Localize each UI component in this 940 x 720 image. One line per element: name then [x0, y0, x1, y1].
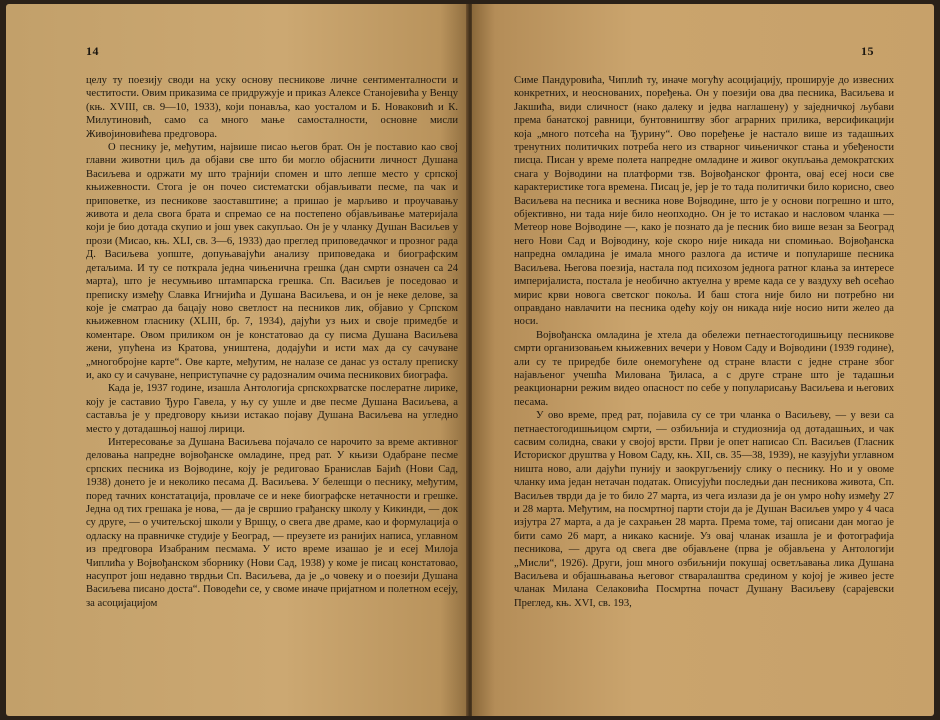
- page-number: 15: [861, 44, 874, 58]
- body-text: [86, 74, 458, 610]
- paragraph: Интересовање за Душана Васиљева појачало се нарочито за време активног деловања напредне војвођанске омладине, пред рат. У књизи Одабране песме српских песника из Војводине, коју је редиговао Бранислав Бајић (Нови Сад, 1938) донето је и неколико песама Д. Васиљева. У белешци о песнику, међутим, поред тачних констатација, провлаче се и неке биографске нетачности и грешке. Једна од тих грешака је нова, — да је свршио грађанску школу у Кикинди, — док су друге, — о учитељској школи у Вршцу, о свега две драме, као и формулација о одласку на правничке студије у Београд, — преузете из ранијих написа, углавном из предговора Изабраним песмама. У исто време изашао је и есеј Милоја Чиплића у Војвођанском зборнику (Нови Сад, 1938) у коме је писац констатовао, насупрот још недавно тврдњи Сп. Васиљева, да је „о човеку и о поезији Душана Васиљева писано доста“. Поводећи се, у своме иначе пријатном и полетном есеју, за асоцијацијом: [86, 436, 458, 609]
- book-spread: [6, 4, 934, 716]
- paragraph: Војвођанска омладина је хтела да обележи петнаестогодишњицу песникове смрти организовањем књижевних вечери у Новом Саду и Војводини (1939 године), али су те приредбе биле онемогућене од стране власти с једне стране због најављеног учешћа Милована Ђиласа, а с друге стране што је тадашњи реакционарни режим видео опасност по себе у популарисању Васиљева и његових песама.: [514, 329, 894, 408]
- paragraph: О песнику је, међутим, највише писао његов брат. Он је поставио као свој главни животни циљ да објави све што би могло објаснити личност Душана Васиљева и одржати му што трајнији спомен и што лепше место у српској књижевности. Стога је он почео систематски објављивати песме, па чак и приповетке, из песникове заоставштине; а пришао је марљиво и проучавању живота и дела свога брата и спремао се на постепено објављивање материјала који је био дотада скупио и још увек сакупљао. Он је у чланку Душан Васиљев у прози (Мисао, књ. XLI, св. 3—6, 1933) дао преглед приповедачког и прозног рада Д. Васиљева уопште, допуњавајући анализу приповедака и биографским детаљима. И ту се поткрала једна чињенична грешка (дан смрти означен са 24 марта), што је несумњиво штампарска грешка. Сп. Васиљев је поседовао и преписку између Славка Игнијића и Душана Васиљева, и он је неке делове, за које је сматрао да бацају ново светлост на песников лик, објавио у Српском књижевном гласнику (XLIII, бр. 7, 1934), дајући уз њих и своје примедбе и коментаре. Овом приликом он је констатовао да су писма Душана Васиљева жени, упућена из Кратова, уништена, додајући и исти мах да су сачуване „многобројне карте“. Ове карте, међутим, не налазе се данас уз осталу преписку и, ако су и сачуване, неприступачне су радозналим очима песникових биографа.: [86, 142, 458, 381]
- right-page: [472, 4, 934, 716]
- paragraph: целу ту поезију своди на уску основу песникове личне сентименталности и честитости. Овим приказима се придружује и приказ Алексе Станојевића у Венцу (књ. XVIII, св. 9—10, 1933), који понавља, као уосталом и Б. Новаковић и К. Милутиновић, само са много мање самосталности, основне мисли Живојиновићева предговора.: [86, 75, 458, 140]
- paragraph: Симе Пандуровића, Чиплић ту, иначе могућу асоцијацију, проширује до извесних конкретних, и неоснованих, поређења. Он у поезији ова два песника, Васиљева и Јакшића, види сличност (нако далеку и једва наглашену) у заједничкој љубави према банатској равници, бунтовништву због аграрних прилика, версификацији која „много потсећа на Ђурину“. Ово поређење је настало више из тадашњих тренутних политичких потреба него из стварног чињеничког стања и убеђености писца. Писан у време полета напредне омладине и живог окупљања демократских снага у Војводини на платформи тзв. Војвођанског фронта, овај есеј носи све карактеристике тога времена. Писац је, јер је то тада политички било корисно, свео Васиљева на песника и весника нове Војводине, што је у основи погрешно и што, објективно, ни тада није било неопходно. Он је то истакао и насловом чланка — Метеор нове Војводине —, како је познато да је песник био више везан за Београд него Нови Сад и Војводину, које скоро није никада ни спомињао. Војвођанска напредна омладина је имала много разлога да истиче и популарише песника Васиљева. Његова поезија, настала под психозом једнога ратног клања за интересе империјалиста, постала је необично актуелна у време када се у ваздуху већ осећао мирис крви новога светског покоља. И баш стога није било ни потребно ни оправдано навлачити на песника одећу коју он никада није носио нити желео да носи.: [514, 75, 894, 328]
- paragraph: Када је, 1937 године, изашла Антологија српскохрватске послератне лирике, коју је саставио Ђуро Гавела, у њу су ушле и две песме Душана Васиљева, а саставља је у предговору књизи истакао појаву Душана Васиљева на угледно место у дотадашњој нашој лирици.: [86, 383, 458, 435]
- paragraph: У ово време, пред рат, појавила су се три чланка о Васиљеву, — у вези са петнаестогодишњицом смрти, — озбиљнија и студиознија од дотадашњих, и чак сасвим солидна, сваки у својој врсти. Први је опет написао Сп. Васиљев (Гласник Историског друштва у Новом Саду, књ. XII, св. 35—38, 1939), не казујући углавном ништа ново, али дајући пунију и заокругљенију слику о песнику. Но и у овоме чланку има један нетачан податак. Описујући последњи дан песникова живота, Сп. Васиљев тврди да је то било 27 марта, из чега излази да је он умро ноћу између 27 и 28 марта. Међутим, на посмртној парти стоји да је Душан Васиљев умро у 4 часа изјутра 27 марта, а да је сахрањен 28 марта. Према томе, тај описани дан могао је бити само 26 март, а никако касније. Уз овај чланак изашла је и фотографија песникова, — друга од свега две објављене (прва је објављена у Антологији „Мисли“, 1926). Други, још много озбиљнији покушај осветљавања лика Душана Васиљева и објашњавања његовог стваралаштва средином у којој је живео јесте чланак Милана Селаковића Посмртна почаст Душану Васиљеву (сарајевски Преглед, књ. XVI, св. 193,: [514, 410, 894, 609]
- body-text: [514, 74, 894, 610]
- left-page: [6, 4, 468, 716]
- page-number: 14: [86, 44, 99, 58]
